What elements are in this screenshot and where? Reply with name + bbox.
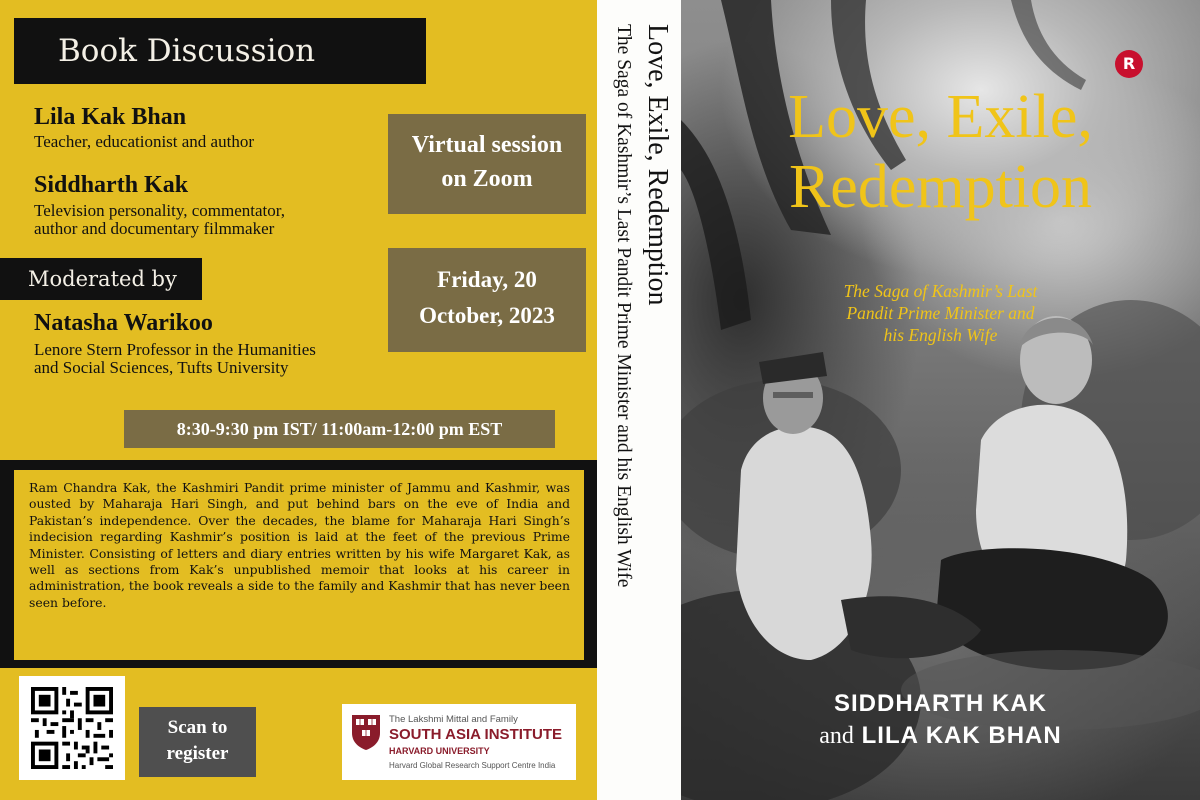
cover-title-line2: Redemption bbox=[788, 153, 1093, 221]
format-line2: on Zoom bbox=[441, 166, 533, 192]
book-cover bbox=[681, 0, 1200, 800]
book-spine bbox=[597, 0, 681, 800]
harvard-shield-icon bbox=[350, 713, 382, 751]
cover-author2: LILA KAK BHAN bbox=[861, 722, 1062, 749]
cover-author1: SIDDHARTH KAK bbox=[834, 690, 1047, 717]
description-frame bbox=[0, 460, 597, 668]
speaker-role-siddharth-line2: author and documentary filmmaker bbox=[34, 219, 275, 238]
scan-line1: Scan to bbox=[167, 717, 228, 738]
speaker-role-lila: Teacher, educationist and author bbox=[34, 132, 254, 151]
event-heading: Book Discussion bbox=[14, 18, 426, 84]
cover-subtitle-line2: Pandit Prime Minister and bbox=[846, 303, 1035, 323]
date-line1: Friday, 20 bbox=[437, 267, 537, 292]
cover-subtitle-line3: his English Wife bbox=[883, 325, 998, 345]
speaker-name-lila: Lila Kak Bhan bbox=[34, 104, 187, 130]
moderator-name: Natasha Warikoo bbox=[34, 310, 213, 336]
publisher-logo: R bbox=[1115, 50, 1143, 78]
south-asia-institute-logo bbox=[342, 704, 576, 780]
time-badge: 8:30-9:30 pm IST/ 11:00am-12:00 pm EST bbox=[124, 410, 555, 448]
cover-subtitle-line1: The Saga of Kashmir’s Last bbox=[843, 281, 1038, 301]
cover-author2-line bbox=[681, 720, 1200, 752]
format-line1: Virtual session bbox=[411, 132, 563, 158]
cover-title-line1: Love, Exile, bbox=[788, 83, 1093, 151]
sai-name: SOUTH ASIA INSTITUTE bbox=[389, 726, 563, 743]
moderated-by-label: Moderated by bbox=[0, 258, 202, 300]
sai-donor-line: The Lakshmi Mittal and Family bbox=[389, 714, 518, 725]
cover-title bbox=[681, 82, 1200, 222]
sai-centre: Harvard Global Research Support Centre India bbox=[389, 761, 556, 770]
book-description: Ram Chandra Kak, the Kashmiri Pandit prime minister of Jammu and Kashmir, was ousted by Maharaja Hari Singh, and put behind bars on the eve of India and Pakistan’s independence. Over the decades, the blame for Maharaja Hari Singh’s indecision regarding Kashmir’s position is laid at the feet of the previous Prime Minister. Consisting of letters and diary entries written by his wife Margaret Kak, as well as sections from Kak’s unpublished memoir that looks at his career in administration, the book reveals a side to the family and Kashmir that has never been seen before. bbox=[14, 470, 584, 660]
date-badge bbox=[388, 248, 586, 352]
format-badge bbox=[388, 114, 586, 214]
speaker-name-siddharth: Siddharth Kak bbox=[34, 172, 189, 198]
speaker-role-siddharth-line1: Television personality, commentator, bbox=[34, 201, 286, 220]
scan-line2: register bbox=[166, 743, 229, 764]
moderator-role-line2: and Social Sciences, Tufts University bbox=[34, 358, 289, 377]
qr-code-icon bbox=[30, 687, 114, 769]
spine-text bbox=[610, 24, 674, 587]
scan-to-register-label bbox=[139, 707, 256, 777]
cover-and-word: and bbox=[819, 723, 854, 749]
cover-authors bbox=[681, 688, 1200, 752]
qr-code[interactable] bbox=[19, 676, 125, 780]
spine-subtitle: The Saga of Kashmir’s Last Pandit Prime Minister and his English Wife bbox=[613, 24, 634, 588]
event-flyer-panel bbox=[0, 0, 597, 800]
cover-subtitle bbox=[681, 280, 1200, 346]
moderator-role-line1: Lenore Stern Professor in the Humanities bbox=[34, 340, 316, 359]
sai-university: HARVARD UNIVERSITY bbox=[389, 746, 490, 756]
date-line2: October, 2023 bbox=[419, 303, 555, 328]
spine-title: Love, Exile, Redemption bbox=[642, 24, 673, 306]
